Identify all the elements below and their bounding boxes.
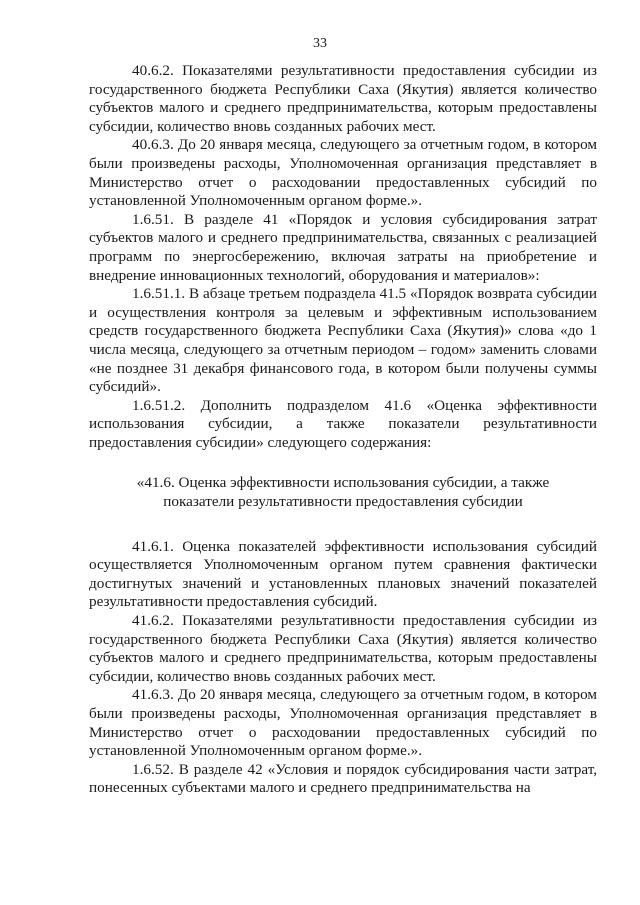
paragraph-1-6-52: 1.6.52. В разделе 42 «Условия и порядок субсидирования части затрат, понесенных субъектами малого и среднего предпринимательства на — [89, 760, 597, 797]
paragraph-41-6-2: 41.6.2. Показателями результативности предоставления субсидии из государственного бюджета Республики Саха (Якутия) является количество субъектов малого и среднего предпринимательства, которым предоставлены субсидии, количество вновь созданных рабочих мест. — [89, 612, 597, 685]
section-heading-line-1: «41.6. Оценка эффективности использования субсидии, а также — [136, 474, 550, 492]
page-number: 33 — [313, 36, 327, 51]
paragraph-41-6-3: 41.6.3. До 20 января месяца, следующего за отчетным годом, в котором были произведены расходы, Уполномоченная организация представляет в Министерство отчет о расходовании предоставленных субсидий по установленной Уполномоченным органом форме.». — [89, 686, 597, 760]
paragraph-40-6-3: 40.6.3. До 20 января месяца, следующего за отчетным годом, в котором были произведены расходы, Уполномоченная организация представляет в Министерство отчет о расходовании предоставленных субсидий по установленной Уполномоченным органом форме.». — [89, 136, 597, 210]
paragraph-40-6-2: 40.6.2. Показателями результативности предоставления субсидии из государственного бюджета Республики Саха (Якутия) является количество субъектов малого и среднего предпринимательства, которым предоставлены субсидии, количество вновь созданных рабочих мест. — [89, 62, 597, 135]
paragraph-1-6-51-2: 1.6.51.2. Дополнить подразделом 41.6 «Оценка эффективности использования субсидии, а также показатели результативности предоставления субсидии» следующего содержания: — [89, 396, 597, 451]
section-heading-41-6 — [89, 474, 597, 511]
paragraph-1-6-51: 1.6.51. В разделе 41 «Порядок и условия субсидирования затрат субъектов малого и среднего предпринимательства, связанных с реализацией программ по энергосбережению, включая затраты на приобретение и внедрение инновационных технологий, оборудования и материалов»: — [89, 210, 597, 284]
paragraph-41-6-1: 41.6.1. Оценка показателей эффективности использования субсидий осуществляется Уполномоченным органом путем сравнения фактически достигнутых значений и установленных плановых значений показателей результативности предоставления субсидий. — [89, 537, 597, 611]
document-body — [89, 62, 597, 798]
paragraph-1-6-51-1: 1.6.51.1. В абзаце третьем подраздела 41.5 «Порядок возврата субсидии и осуществления контроля за целевым и эффективным использованием средств государственного бюджета Республики Саха (Якутия)» слова «до 1 числа месяца, следующего за отчетным периодом – годом» заменить словами «не позднее 31 декабря финансового года, в котором были получены суммы субсидий». — [89, 285, 597, 396]
section-heading-line-2: показатели результативности предоставления субсидии — [163, 493, 523, 511]
